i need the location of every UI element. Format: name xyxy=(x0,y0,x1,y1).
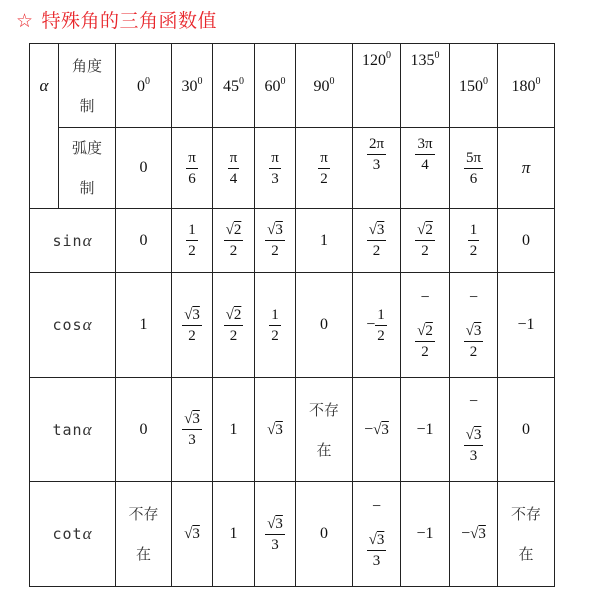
degree-cell: $150^0$ xyxy=(450,44,498,128)
trig-values-table xyxy=(29,43,555,587)
sin-row xyxy=(30,209,555,273)
degree-row xyxy=(30,44,555,128)
radian-cell: $\frac{\pi}{6}$ xyxy=(172,128,213,209)
value-cell: 不存 在 xyxy=(296,378,353,482)
value-cell: $\frac{√3}{3}$ xyxy=(255,482,296,587)
value-cell: 0 xyxy=(116,209,172,273)
value-cell: −1 xyxy=(498,273,555,378)
cot-row xyxy=(30,482,555,587)
degree-cell: $45^0$ xyxy=(213,44,255,128)
degree-cell: $60^0$ xyxy=(255,44,296,128)
radian-cell: $\frac{5\pi}{6}$ xyxy=(450,128,498,209)
degree-label: 角度 制 xyxy=(59,44,116,128)
value-cell: − $\frac{√3}{2}$ xyxy=(450,273,498,378)
tan-row xyxy=(30,378,555,482)
value-cell: −√3 xyxy=(450,482,498,587)
radian-cell: $\frac{2\pi}{3}$ xyxy=(353,128,401,209)
value-cell: √3 xyxy=(255,378,296,482)
function-label: cosα xyxy=(30,273,116,378)
value-cell: 1 xyxy=(296,209,353,273)
radian-label: 弧度 制 xyxy=(59,128,116,209)
value-cell: − $\frac{√3}{3}$ xyxy=(353,482,401,587)
value-cell: $\frac{1}{2}$ xyxy=(255,273,296,378)
title-text: 特殊角的三角函数值 xyxy=(41,10,218,32)
page-title xyxy=(16,6,217,33)
alpha-header: α xyxy=(30,44,59,209)
value-cell: −1 xyxy=(401,482,450,587)
function-label: sinα xyxy=(30,209,116,273)
value-cell: $\frac{√3}{2}$ xyxy=(172,273,213,378)
value-cell: 0 xyxy=(498,378,555,482)
value-cell: $\frac{√2}{2}$ xyxy=(213,273,255,378)
value-cell: 0 xyxy=(498,209,555,273)
value-cell: √3 xyxy=(172,482,213,587)
value-cell: 1 xyxy=(116,273,172,378)
radian-cell: $\frac{3\pi}{4}$ xyxy=(401,128,450,209)
value-cell: 1 xyxy=(213,482,255,587)
function-label: tanα xyxy=(30,378,116,482)
function-label: cotα xyxy=(30,482,116,587)
radian-cell: π xyxy=(498,128,555,209)
degree-cell: $30^0$ xyxy=(172,44,213,128)
cos-row xyxy=(30,273,555,378)
value-cell: − $\frac{1}{2}$ xyxy=(353,273,401,378)
value-cell: 0 xyxy=(296,273,353,378)
value-cell: 0 xyxy=(296,482,353,587)
star-icon: ☆ xyxy=(16,10,34,32)
radian-cell: $\frac{\pi}{3}$ xyxy=(255,128,296,209)
degree-cell: $0^0$ xyxy=(116,44,172,128)
radian-row xyxy=(30,128,555,209)
value-cell: − $\frac{√3}{3}$ xyxy=(450,378,498,482)
radian-cell: $\frac{\pi}{2}$ xyxy=(296,128,353,209)
value-cell: 不存 在 xyxy=(498,482,555,587)
value-cell: 0 xyxy=(116,378,172,482)
value-cell: $\frac{1}{2}$ xyxy=(172,209,213,273)
value-cell: $\frac{√3}{2}$ xyxy=(353,209,401,273)
value-cell: − $\frac{√2}{2}$ xyxy=(401,273,450,378)
degree-cell: $180^0$ xyxy=(498,44,555,128)
radian-cell: $\frac{\pi}{4}$ xyxy=(213,128,255,209)
degree-cell: $135^0$ xyxy=(401,44,450,128)
value-cell: $\frac{1}{2}$ xyxy=(450,209,498,273)
value-cell: $\frac{√2}{2}$ xyxy=(213,209,255,273)
value-cell: −√3 xyxy=(353,378,401,482)
degree-cell: $90^0$ xyxy=(296,44,353,128)
degree-cell: $120^0$ xyxy=(353,44,401,128)
value-cell: 1 xyxy=(213,378,255,482)
value-cell: 不存 在 xyxy=(116,482,172,587)
value-cell: $\frac{√3}{3}$ xyxy=(172,378,213,482)
value-cell: $\frac{√3}{2}$ xyxy=(255,209,296,273)
radian-cell: 0 xyxy=(116,128,172,209)
value-cell: −1 xyxy=(401,378,450,482)
value-cell: $\frac{√2}{2}$ xyxy=(401,209,450,273)
